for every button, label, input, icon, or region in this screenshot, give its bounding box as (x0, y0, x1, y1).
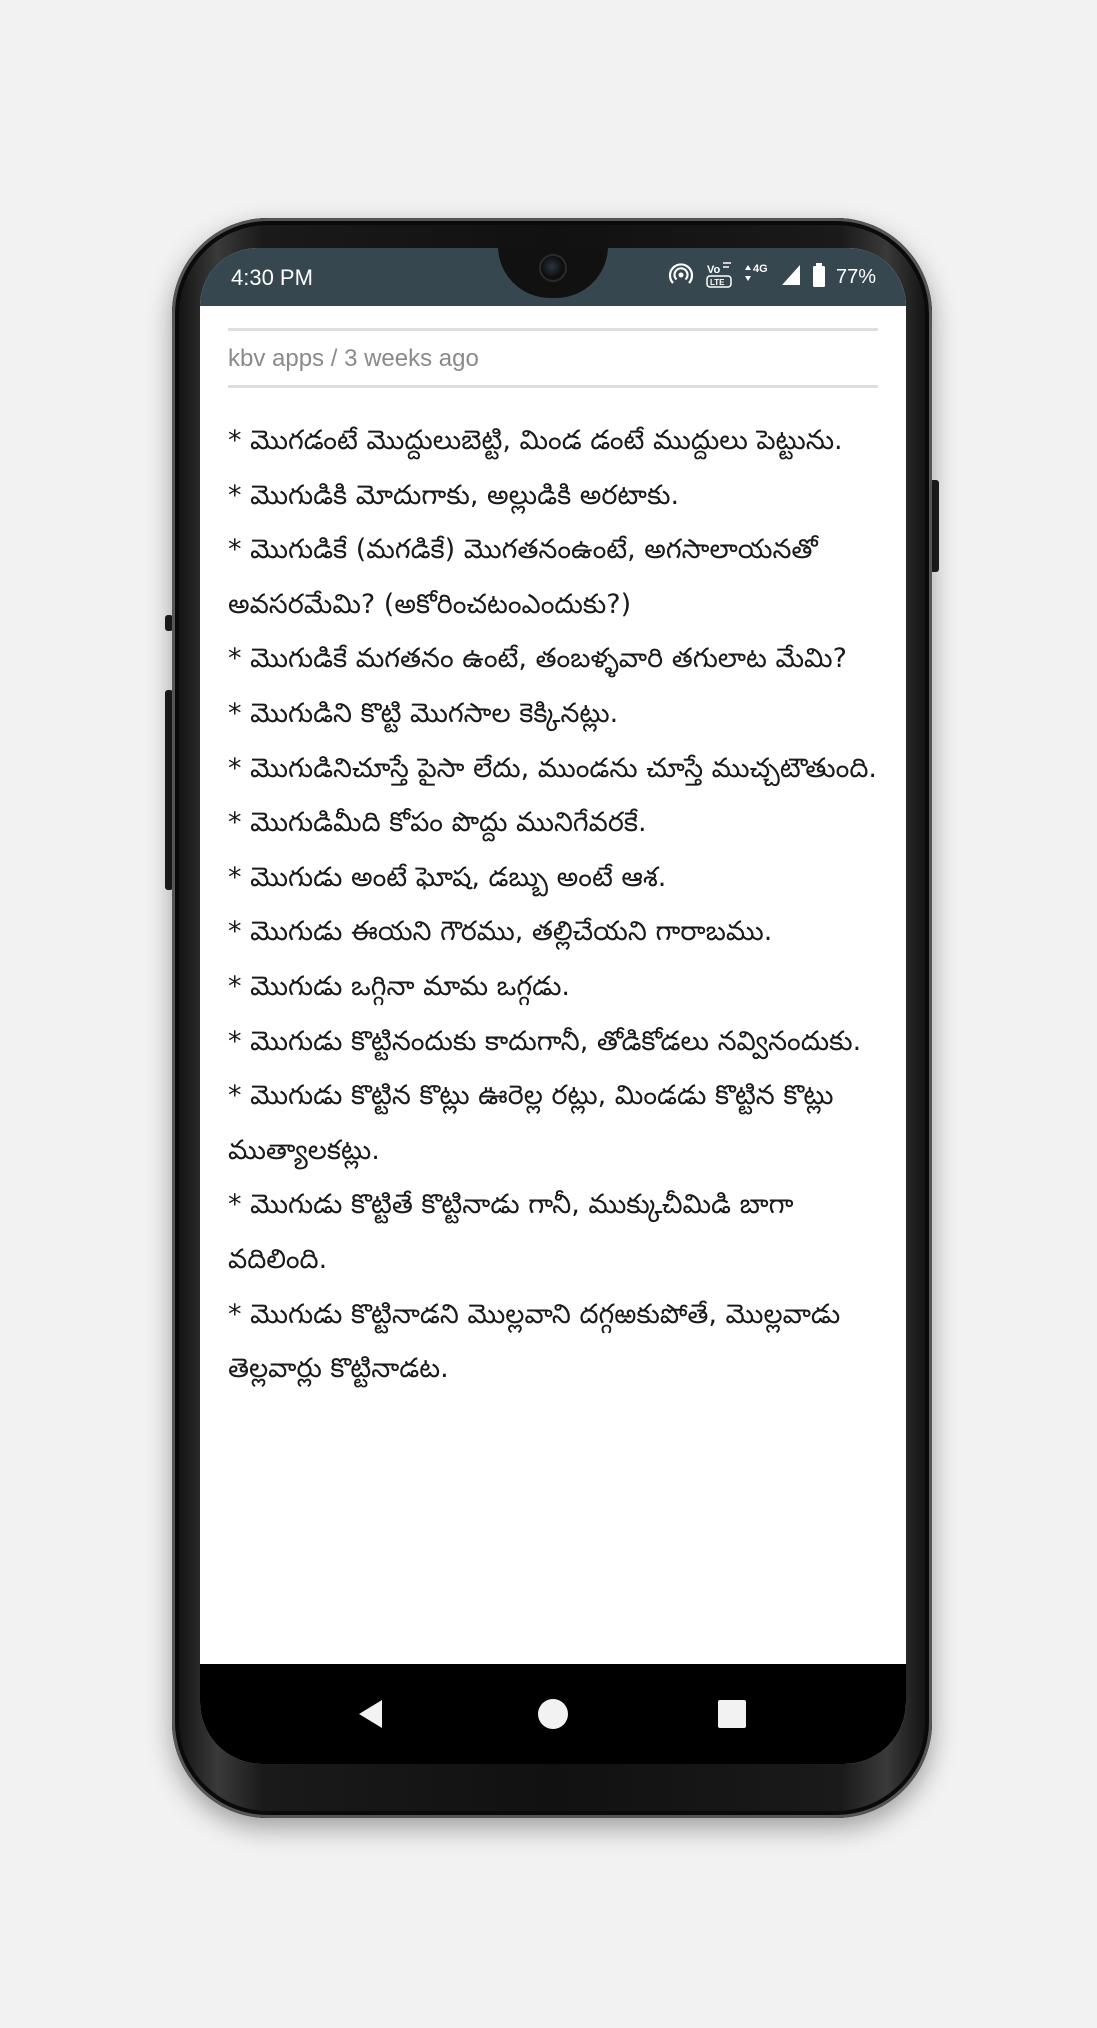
proverb-line: * మొగుడినిచూస్తే పైసా లేదు, ముండను చూస్తే ముచ్చటౌతుంది. (228, 752, 877, 784)
svg-text:Vo: Vo (706, 264, 721, 276)
data-arrows-icon (744, 261, 770, 293)
proverb-line: * మొగుడు కొట్టినందుకు కాదుగానీ, తోడికోడలు నవ్వినందుకు. (228, 1025, 862, 1057)
svg-text:4G: 4G (752, 263, 768, 275)
battery-percent: 77% (835, 265, 876, 288)
article-content[interactable] (200, 306, 906, 1664)
camera-notch (498, 248, 608, 298)
signal-icon (780, 263, 802, 291)
proverb-line: * మొగుడు కొట్టినాడని మొల్లవాని దగ్గఱకుపోతే, మొల్లవాడు తెల్లవార్లు కొట్టినాడట. (228, 1298, 841, 1385)
proverb-line: * మొగుడు కొట్టితే కొట్టినాడు గానీ, ముక్కుచీమిడి బాగా వదిలింది. (228, 1189, 794, 1275)
home-icon[interactable] (535, 1696, 571, 1732)
front-camera-icon (539, 254, 567, 282)
status-time: 4:30 PM (231, 265, 313, 290)
volte-icon (704, 260, 734, 294)
proverb-line: * మొగుడు ఒగ్గినా మామ ఒగ్గడు. (228, 970, 571, 1002)
proverb-line: * మొగుడు అంటే ఘోష, డబ్బు అంటే ఆశ. (228, 861, 667, 893)
proverb-line: * మొగుడు కొట్టిన కొట్లు ఊరెల్ల రట్లు, మిండడు కొట్టిన కొట్లు ముత్యాలకట్లు. (228, 1080, 834, 1166)
article-body (228, 388, 878, 1397)
proverb-line: * మొగుడికి మోదుగాకు, అల్లుడికి అరటాకు. (228, 479, 680, 511)
navigation-bar (200, 1664, 906, 1764)
proverb-line: * మొగుడిని కొట్టి మొగసాల కెక్కినట్లు. (228, 697, 619, 729)
svg-text:LTE: LTE (709, 278, 725, 287)
phone-screen (200, 248, 906, 1764)
proverb-line: * మొగుడికే మగతనం ఉంటే, తంబళ్ళవారి తగులాట మేమి? (228, 643, 847, 675)
hotspot-icon (668, 262, 694, 292)
article-byline[interactable]: kbv apps / 3 weeks ago (228, 345, 479, 372)
proverb-line: * మొగుడికే (మగడికే) మొగతనంఉంటే, అగసాలాయనతో అవసరమేమి? (అకోరించటంఎందుకు?) (228, 534, 818, 620)
proverb-line: * మొగడంటే మొద్దులుబెట్టి, మిండ డంటే ముద్దులు పెట్టును. (228, 425, 843, 456)
proverb-line: * మొగుడిమీది కోపం పొద్దు మునిగేవరకే. (228, 807, 647, 839)
recents-icon[interactable] (714, 1696, 750, 1732)
status-bar (200, 248, 906, 306)
battery-icon (812, 262, 826, 292)
proverb-line: * మొగుడు ఈయని గౌరము, తల్లిచేయని గారాబము. (228, 916, 773, 948)
status-icons (668, 260, 876, 294)
back-icon[interactable] (353, 1696, 389, 1732)
